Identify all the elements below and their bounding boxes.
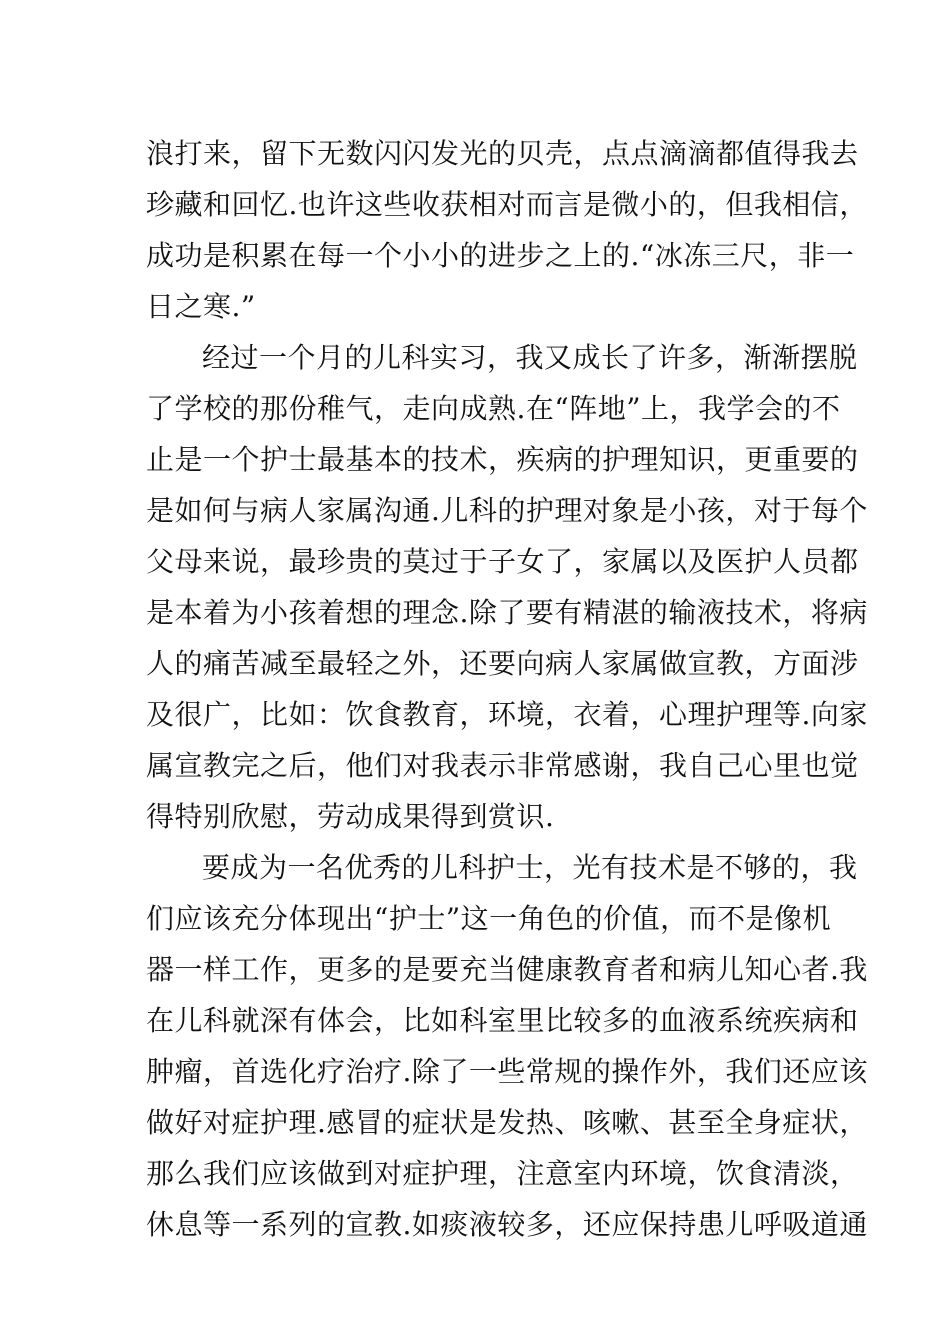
- text-line: 止是一个护士最基本的技术，疾病的护理知识，更重要的: [146, 443, 859, 476]
- text-line: 那么我们应该做到对症护理，注意室内环境，饮食清淡，: [146, 1157, 859, 1190]
- text-line: 日之寒.”: [146, 290, 256, 323]
- text-line: 人的痛苦减至最轻之外，还要向病人家属做宣教，方面涉: [146, 647, 859, 680]
- text-line: 在儿科就深有体会，比如科室里比较多的血液系统疾病和: [146, 1004, 859, 1037]
- text-line: 及很广，比如：饮食教育，环境，衣着，心理护理等.向家: [146, 698, 868, 731]
- text-line: 器一样工作，更多的是要充当健康教育者和病儿知心者.我: [146, 953, 868, 986]
- text-line: 浪打来，留下无数闪闪发光的贝壳，点点滴滴都值得我去: [146, 137, 859, 170]
- paragraph-first-line: 要成为一名优秀的儿科护士，光有技术是不够的，我: [202, 851, 858, 884]
- text-line: 是本着为小孩着想的理念.除了要有精湛的输液技术，将病: [146, 596, 868, 629]
- text-line: 做好对症护理.感冒的症状是发热、咳嗽、甚至全身症状，: [146, 1106, 868, 1139]
- text-line: 得特别欣慰，劳动成果得到赏识.: [146, 800, 555, 833]
- text-line: 成功是积累在每一个小小的进步之上的.“冰冻三尺，非一: [146, 239, 855, 272]
- text-line: 肿瘤，首选化疗治疗.除了一些常规的操作外，我们还应该: [146, 1055, 868, 1088]
- text-line: 休息等一系列的宣教.如痰液较多，还应保持患儿呼吸道通: [146, 1208, 868, 1241]
- text-line: 属宣教完之后，他们对我表示非常感谢，我自己心里也觉: [146, 749, 859, 782]
- text-line: 了学校的那份稚气，走向成熟.在“阵地”上，我学会的不: [146, 392, 841, 425]
- text-line: 珍藏和回忆.也许这些收获相对而言是微小的，但我相信，: [146, 188, 868, 221]
- text-line: 们应该充分体现出“护士”这一角色的价值，而不是像机: [146, 902, 832, 935]
- paragraph-first-line: 经过一个月的儿科实习，我又成长了许多，渐渐摆脱: [202, 341, 858, 374]
- text-line: 父母来说，最珍贵的莫过于子女了，家属以及医护人员都: [146, 545, 859, 578]
- text-line: 是如何与病人家属沟通.儿科的护理对象是小孩，对于每个: [146, 494, 868, 527]
